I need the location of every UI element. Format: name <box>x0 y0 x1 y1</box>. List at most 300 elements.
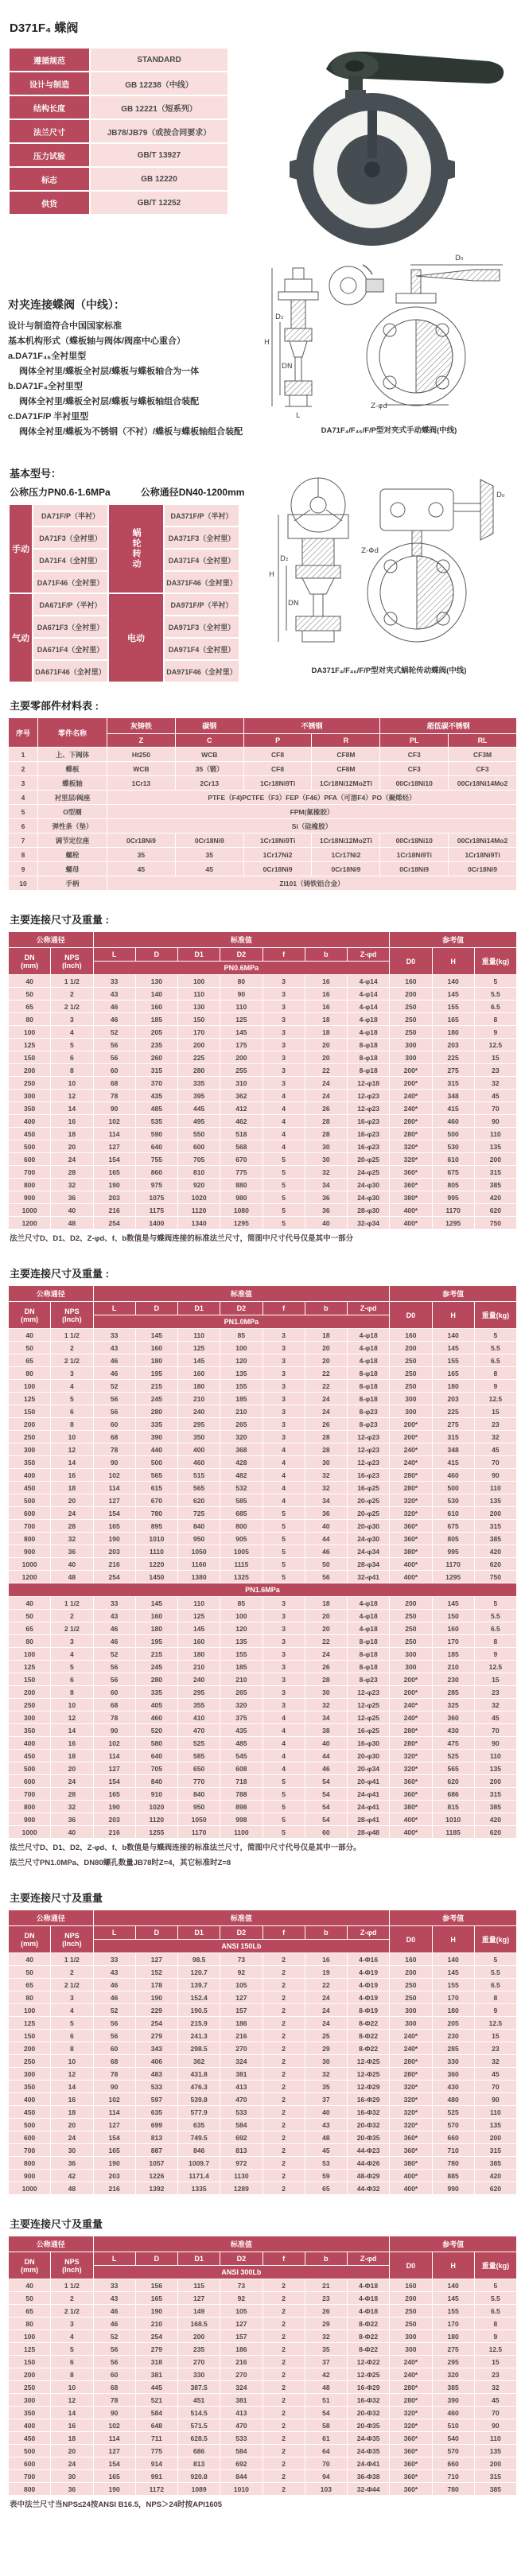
dim-cell: 149 <box>178 2305 220 2317</box>
dim-cell: 20-φ30 <box>348 1750 389 1762</box>
dim-cell: 4 <box>263 1494 305 1506</box>
col-ref: D0 <box>390 1302 431 1328</box>
dim-cell: 240* <box>390 1090 431 1102</box>
dim-row <box>9 1724 516 1736</box>
part-material: 0Cr18Ni9 <box>107 833 175 847</box>
pressure-banner-label: ANSI 150Lb <box>94 1940 390 1952</box>
dim-cell: 28 <box>305 1128 347 1140</box>
dim-cell: 40 <box>9 975 50 987</box>
dim-cell: 250 <box>390 1635 431 1647</box>
dim-cell: 44-Φ26 <box>348 2157 389 2169</box>
dim-cell: 518 <box>220 1128 262 1140</box>
col-Z-φd: Z-φd <box>348 948 389 961</box>
valve-photo-image <box>278 44 517 249</box>
dim-cell: 280* <box>390 1482 431 1494</box>
dim-row <box>9 1520 516 1532</box>
dim-cell: 24 <box>51 2131 92 2143</box>
dim-cell: 24 <box>305 2017 347 2029</box>
valve-body <box>290 90 455 246</box>
model-group-label: 手动 <box>10 505 32 593</box>
dim-cell: 4 <box>263 1102 305 1114</box>
dim-cell: 2 <box>263 2432 305 2444</box>
dim-cell: 28 <box>305 1115 347 1127</box>
dim-cell: 28 <box>51 1788 92 1800</box>
dim-cell: 315 <box>136 1064 177 1076</box>
drawing-manual-valve-image <box>261 249 517 422</box>
dim-cell: 12-φ23 <box>348 1090 389 1102</box>
dim-cell: 620 <box>475 2182 516 2194</box>
dim-cell: 235 <box>178 2343 220 2355</box>
dim-cell: 165 <box>94 2144 135 2156</box>
part-material: 1Cr18Ni9Ti <box>449 848 516 861</box>
dim-cell: 60 <box>94 2042 135 2054</box>
dim-cell: 300 <box>390 2330 431 2342</box>
dim-cell: 700 <box>9 1166 50 1178</box>
dim-cell: 1050 <box>178 1813 220 1825</box>
dim-cell: 280 <box>178 1064 220 1076</box>
dim-row <box>9 1494 516 1506</box>
dim-cell: 24 <box>305 1393 347 1405</box>
dim-cell: 53 <box>305 2157 347 2169</box>
dim-cell: 8-φ18 <box>348 1380 389 1392</box>
dim-cell: 18 <box>305 1597 347 1609</box>
dim-cell: 360* <box>390 2144 431 2156</box>
dim-cell: 2 <box>263 2081 305 2092</box>
dim-cell: 78 <box>94 1090 135 1102</box>
dim-cell: 5.5 <box>475 2292 516 2304</box>
dim-cell: 6 <box>51 1673 92 1685</box>
dim-cell: 8 <box>51 2042 92 2054</box>
dim-cell: 315 <box>475 1166 516 1178</box>
dim-cell: 145 <box>433 2292 474 2304</box>
dim-col-header <box>9 2252 516 2265</box>
dim-row <box>9 1991 516 2003</box>
dim-cell: 470 <box>220 2419 262 2431</box>
dim-row <box>9 1622 516 1634</box>
dim-cell: 2 <box>263 2004 305 2016</box>
dim-cell: 21 <box>305 2279 347 2291</box>
dim-row <box>9 2457 516 2469</box>
dim-cell: 24 <box>51 1153 92 1165</box>
dim-cell: 12-Φ25 <box>348 2055 389 2067</box>
dim-cell: 70 <box>475 1102 516 1114</box>
dim-cell: 600 <box>9 1775 50 1787</box>
dim-cell: 120.7 <box>178 1966 220 1978</box>
dim-cell: 675 <box>433 1166 474 1178</box>
dim-cell: 260 <box>136 1051 177 1063</box>
dim-cell: 46 <box>94 1622 135 1634</box>
dim-cell: 3 <box>263 975 305 987</box>
dim-cell: 170 <box>178 1026 220 1038</box>
dim-cell: 4-φ14 <box>348 988 389 1000</box>
drawing-manual-valve <box>261 249 517 435</box>
dim-cell: 180 <box>433 2330 474 2342</box>
dim-row <box>9 2106 516 2118</box>
dim-cell: 3 <box>263 1622 305 1634</box>
dim-cell: 56 <box>94 2356 135 2368</box>
table-note: 法兰尺寸D、D1、D2、Z-φd、f、b数值是与蝶阀连接的标准法兰尺寸，简图中尺寸代号仅是其中一部分 <box>10 1234 354 1243</box>
dim-cell: 368 <box>220 1443 262 1455</box>
part-material: 35（锻） <box>176 762 243 775</box>
dim-cell: 205 <box>433 2017 474 2029</box>
dim-cell: 52 <box>94 2330 135 2342</box>
dim-cell: 46 <box>94 1000 135 1012</box>
dim-cell: 102 <box>94 1737 135 1749</box>
dim-cell: 265 <box>220 1686 262 1698</box>
dim-cell: 530 <box>433 1494 474 1506</box>
dim-cell: 8-φ23 <box>348 1673 389 1685</box>
dim-cell: 190 <box>94 2483 135 2495</box>
intro-line: 设计与制造符合中国国家标准 <box>8 321 122 331</box>
dim-cell: 900 <box>9 2170 50 2182</box>
dim-cell: 2 <box>51 2292 92 2304</box>
dim-cell: 525 <box>433 2106 474 2118</box>
dim-cell: 1080 <box>220 1204 262 1216</box>
dim-cell: 103 <box>305 2483 347 2495</box>
dim-cell: 648 <box>136 2419 177 2431</box>
dim-cell: 280* <box>390 2055 431 2067</box>
col-L: L <box>94 948 135 961</box>
dim-cell: 48 <box>51 1571 92 1583</box>
dim-cell: 114 <box>94 2432 135 2444</box>
dim-cell: 30 <box>305 1686 347 1698</box>
dim-cell: 18 <box>51 2106 92 2118</box>
dim-cell: 3 <box>263 1661 305 1673</box>
dim-cell: 90 <box>475 1469 516 1481</box>
dim-cell: 5 <box>263 1166 305 1178</box>
dim-cell: 155 <box>433 1354 474 1366</box>
dim-cell: 400 <box>9 1115 50 1127</box>
dim-cell: 3 <box>263 1051 305 1063</box>
dim-col-header <box>9 1926 516 1939</box>
basic-model-section <box>8 451 247 683</box>
dim-cell: 750 <box>475 1217 516 1229</box>
part-material: 35 <box>176 848 243 861</box>
col-ref: D0 <box>390 2252 431 2279</box>
dim-cell: 686 <box>178 2445 220 2457</box>
dim-cell: 381 <box>136 2368 177 2380</box>
dim-cell: 245 <box>136 1661 177 1673</box>
dim-cell: 8 <box>475 2318 516 2329</box>
dim-cell: 1 1/2 <box>51 1329 92 1341</box>
dim-cell: 46 <box>94 2305 135 2317</box>
dim-cell: 320 <box>433 2368 474 2380</box>
std-group: 标准值 <box>94 2236 390 2252</box>
dim-cell: 165 <box>94 1788 135 1800</box>
dim-cell: 450 <box>9 1750 50 1762</box>
dim-cell: 186 <box>220 2017 262 2029</box>
dim-cell: 413 <box>220 2407 262 2419</box>
dim-cell: 32 <box>305 2068 347 2080</box>
col-b: b <box>305 948 347 961</box>
spec-label: 设计与制造 <box>10 72 89 95</box>
dim-cell: 114 <box>94 1128 135 1140</box>
dim-cell: 100 <box>9 2004 50 2016</box>
dim-cell: 210 <box>178 1661 220 1673</box>
dim-cell: 300 <box>390 1393 431 1405</box>
dim-row <box>9 1635 516 1647</box>
intro-text <box>8 297 261 440</box>
spec-value: STANDARD <box>91 49 228 71</box>
dim-cell: 215 <box>136 1380 177 1392</box>
dim-cell: 46 <box>94 1354 135 1366</box>
dim-cell: 4 <box>263 1115 305 1127</box>
part-material: CF3 <box>380 762 448 775</box>
part-material: 0Cr18Ni9 <box>312 862 379 876</box>
dim-cell: 20 <box>51 1762 92 1774</box>
part-name: 螺母 <box>38 862 107 876</box>
spec-value: GB 12220 <box>91 168 228 190</box>
dim-cell: 887 <box>136 2144 177 2156</box>
dim-cell: 485 <box>220 1737 262 1749</box>
dim-cell: 52 <box>94 1380 135 1392</box>
part-material: 0Cr18Ni9 <box>449 862 516 876</box>
dim-cell: 2 <box>51 1966 92 1978</box>
dim-cell: 2 <box>263 2483 305 2495</box>
model-group-label: 蜗轮转动 <box>109 505 163 593</box>
dim-cell: 1000 <box>9 1204 50 1216</box>
dim-cell: 28 <box>305 1443 347 1455</box>
dim-cell: 200* <box>390 1077 431 1089</box>
dim-cell: 400* <box>390 1826 431 1838</box>
dim-cell: 2 <box>263 2017 305 2029</box>
dim-cell: 43 <box>94 1610 135 1622</box>
col-dn <box>9 2252 50 2279</box>
dim-cell: 235 <box>136 1039 177 1051</box>
dim-cell: 160 <box>178 1635 220 1647</box>
dim-cell: 451 <box>178 2394 220 2406</box>
dim-cell: 8 <box>51 1686 92 1698</box>
dim-row <box>9 2483 516 2495</box>
model-group-label: 气动 <box>10 594 32 682</box>
materials-group: 超低碳不锈钢 <box>380 718 516 733</box>
materials-row <box>9 762 516 775</box>
dim-cell: 210 <box>178 1393 220 1405</box>
dim-cell: 320* <box>390 1140 431 1152</box>
dim-cell: 2 <box>263 2305 305 2317</box>
model-cell: DA671F4（全衬里） <box>33 639 107 659</box>
dim-cell: 320* <box>390 1750 431 1762</box>
dim-row <box>9 2017 516 2029</box>
spec-row <box>10 192 228 214</box>
dim-cell: 5 <box>475 1329 516 1341</box>
dim-cell: 12-φ25 <box>348 1699 389 1711</box>
dim-cell: 46 <box>94 2318 135 2329</box>
dim-cell: 410 <box>178 1712 220 1723</box>
dim-cell: 135 <box>220 1635 262 1647</box>
dn-group: 公称通径 <box>9 932 93 947</box>
dim-cell: 2 <box>263 2170 305 2182</box>
col-nps-name: NPS <box>64 953 80 962</box>
dim-cell: 343 <box>136 2042 177 2054</box>
dim-row <box>9 1051 516 1063</box>
dim-cell: 180 <box>433 1380 474 1392</box>
dim-cell: 5 <box>51 1393 92 1405</box>
dim-cell: 995 <box>433 1191 474 1203</box>
dim-cell: 370 <box>136 1077 177 1089</box>
dim-group-header <box>9 932 516 947</box>
dim-cell: 20-φ30 <box>348 1520 389 1532</box>
dim-cell: 700 <box>9 1520 50 1532</box>
dim-cell: 56 <box>305 1571 347 1583</box>
dim-cell: 8 <box>51 1418 92 1430</box>
part-material: 1Cr18Ni12Mo2Ti <box>312 776 379 790</box>
dim-cell: 32 <box>475 2381 516 2393</box>
part-material: 45 <box>176 862 243 876</box>
basic-model-heading: 基本型号： <box>10 468 62 480</box>
dim-cell: 200 <box>178 2330 220 2342</box>
dim-cell: 155 <box>433 1000 474 1012</box>
dim-cell: 23 <box>475 1064 516 1076</box>
dim-cell: 180 <box>136 1354 177 1366</box>
col-D2: D2 <box>220 948 262 961</box>
dim-cell: 270 <box>178 2356 220 2368</box>
dim-cell: 400 <box>9 2093 50 2105</box>
table-note: 法兰尺寸PN1.0MPa、DN80螺孔数量JB78时Z=4，其它标准时Z=8 <box>10 1859 231 1867</box>
dim-cell: 16 <box>305 975 347 987</box>
dim-cell: 32 <box>305 1166 347 1178</box>
dim-cell: 815 <box>433 1801 474 1813</box>
part-material: CF8M <box>312 762 379 775</box>
dim-cell: 56 <box>94 1039 135 1051</box>
dim-cell: 950 <box>178 1533 220 1544</box>
dim-row <box>9 2330 516 2342</box>
dim-cell: 216 <box>94 1204 135 1216</box>
dim-cell: 24-φ30 <box>348 1191 389 1203</box>
spec-label: 结构长度 <box>10 96 89 119</box>
dim-cell: 670 <box>136 1494 177 1506</box>
dim-cell: 385 <box>475 2483 516 2495</box>
dim-cell: 4-φ18 <box>348 1610 389 1622</box>
dim-cell: 15 <box>475 1051 516 1063</box>
dim-cell: 381 <box>220 2068 262 2080</box>
dim-cell: 43 <box>305 2119 347 2131</box>
intro-line: 阀体全衬里/蝶板为不锈钢（不衬）/蝶板与蝶板轴组合装配 <box>19 427 243 437</box>
dim-cell: 185 <box>220 1393 262 1405</box>
dim-cell: 200 <box>390 988 431 1000</box>
dim-cell: 46 <box>305 1545 347 1557</box>
dim-cell: 54 <box>305 1788 347 1800</box>
dim-cell: 430 <box>433 2081 474 2092</box>
dim-cell: 533 <box>220 2106 262 2118</box>
dim-cell: 390 <box>136 1431 177 1443</box>
dim-cell: 16-Φ32 <box>348 2394 389 2406</box>
dim-cell: 3 <box>263 1000 305 1012</box>
dim-cell: 195 <box>136 1635 177 1647</box>
dim-cell: 360* <box>390 2131 431 2143</box>
page-title: D371F₄ 蝶阀 <box>10 21 79 35</box>
dim-cell: 23 <box>475 1686 516 1698</box>
dim-cell: 16-Φ32 <box>348 2106 389 2118</box>
dim-cell: 2 <box>263 2093 305 2105</box>
dim-cell: 33 <box>94 1953 135 1965</box>
dim-cell: 200 <box>390 1966 431 1978</box>
dim-row <box>9 1026 516 1038</box>
dim-cell: 30 <box>305 1456 347 1468</box>
dim-cell: 20-Φ35 <box>348 2131 389 2143</box>
dim-cell: 310 <box>220 1077 262 1089</box>
dim-cell: 24 <box>305 1405 347 1417</box>
dim-cell: 1000 <box>9 1558 50 1570</box>
dim-cell: 3 <box>51 1367 92 1379</box>
dim-cell: 24 <box>305 1090 347 1102</box>
part-material: WCB <box>176 748 243 761</box>
dim-cell: 30 <box>305 2055 347 2067</box>
dim-cell: 514.5 <box>178 2407 220 2419</box>
dim-cell: 152.4 <box>178 1991 220 2003</box>
dim-cell: 16-φ23 <box>348 1469 389 1481</box>
dim-cell: 705 <box>136 1762 177 1774</box>
dim-cell: 100 <box>9 2330 50 2342</box>
dim-cell: 12-Φ29 <box>348 2081 389 2092</box>
dim-label-d2: D₂ <box>280 555 289 563</box>
col-nps-name: NPS <box>64 1307 80 1315</box>
dim-cell: 9 <box>475 1026 516 1038</box>
part-no: 5 <box>9 805 37 818</box>
dim-cell: 711 <box>136 2432 177 2444</box>
dim-cell: 8-Φ22 <box>348 2318 389 2329</box>
dim-cell: 3 <box>51 1635 92 1647</box>
dim-cell: 2 <box>263 2470 305 2482</box>
dim-cell: 1000 <box>9 2182 50 2194</box>
dim-cell: 692 <box>220 2131 262 2143</box>
dim-cell: 130 <box>136 975 177 987</box>
dim-cell: 686 <box>433 1788 474 1800</box>
dim-cell: 975 <box>136 1179 177 1191</box>
dim-cell: 1057 <box>136 2157 177 2169</box>
dim-cell: 14 <box>51 1724 92 1736</box>
dim-cell: 46 <box>305 1762 347 1774</box>
dim-cell: 85 <box>220 1597 262 1609</box>
dim-cell: 318 <box>136 2356 177 2368</box>
dim-cell: 114 <box>94 1750 135 1762</box>
dim-cell: 203 <box>433 1039 474 1051</box>
dim-cell: 4 <box>51 1648 92 1660</box>
dim-cell: 1 1/2 <box>51 975 92 987</box>
dim-cell: 145 <box>433 1597 474 1609</box>
dim-cell: 8-Φ19 <box>348 2004 389 2016</box>
dim-cell: 44-Φ32 <box>348 2182 389 2194</box>
dim-cell: 280* <box>390 2394 431 2406</box>
dim-cell: 28 <box>305 1673 347 1685</box>
dim-cell: 40 <box>9 1953 50 1965</box>
dim-cell: 320 <box>220 1431 262 1443</box>
dim-cell: 350 <box>9 2407 50 2419</box>
dim-cell: 130 <box>178 1000 220 1012</box>
dim-cell: 12 <box>51 2068 92 2080</box>
dim-cell: 190 <box>94 1179 135 1191</box>
dim-cell: 32-Φ44 <box>348 2483 389 2495</box>
dim-label-d2: D₂ <box>275 313 284 321</box>
dim-cell: 360* <box>390 1179 431 1191</box>
dim-cell: 24 <box>51 1775 92 1787</box>
part-no: 3 <box>9 776 37 790</box>
intro-line: 阀体全衬里/蝶板全衬层/蝶板与蝶板轴合为一体 <box>19 367 200 376</box>
dim-cell: 445 <box>178 1102 220 1114</box>
dim-cell: 285 <box>433 2042 474 2054</box>
dim-cell: 360 <box>433 2068 474 2080</box>
dim-cell: 420 <box>475 1813 516 1825</box>
dim-cell: 3 <box>263 1329 305 1341</box>
part-material: 1Cr18Ni9Ti <box>244 833 312 847</box>
drawing-manual-caption: DA71F₄/F₄₆/F/P型对夹式手动蝶阀(中线) <box>321 426 457 435</box>
model-cell: DA671F46（全衬里） <box>33 661 107 682</box>
part-material: 00Cr18Ni14Mo2 <box>449 833 516 847</box>
col-nps-unit: (Inch) <box>62 1315 82 1323</box>
dim-cell: 320* <box>390 2081 431 2092</box>
dim-cell: 12.5 <box>475 2343 516 2355</box>
dim-cell: 15 <box>475 1405 516 1417</box>
